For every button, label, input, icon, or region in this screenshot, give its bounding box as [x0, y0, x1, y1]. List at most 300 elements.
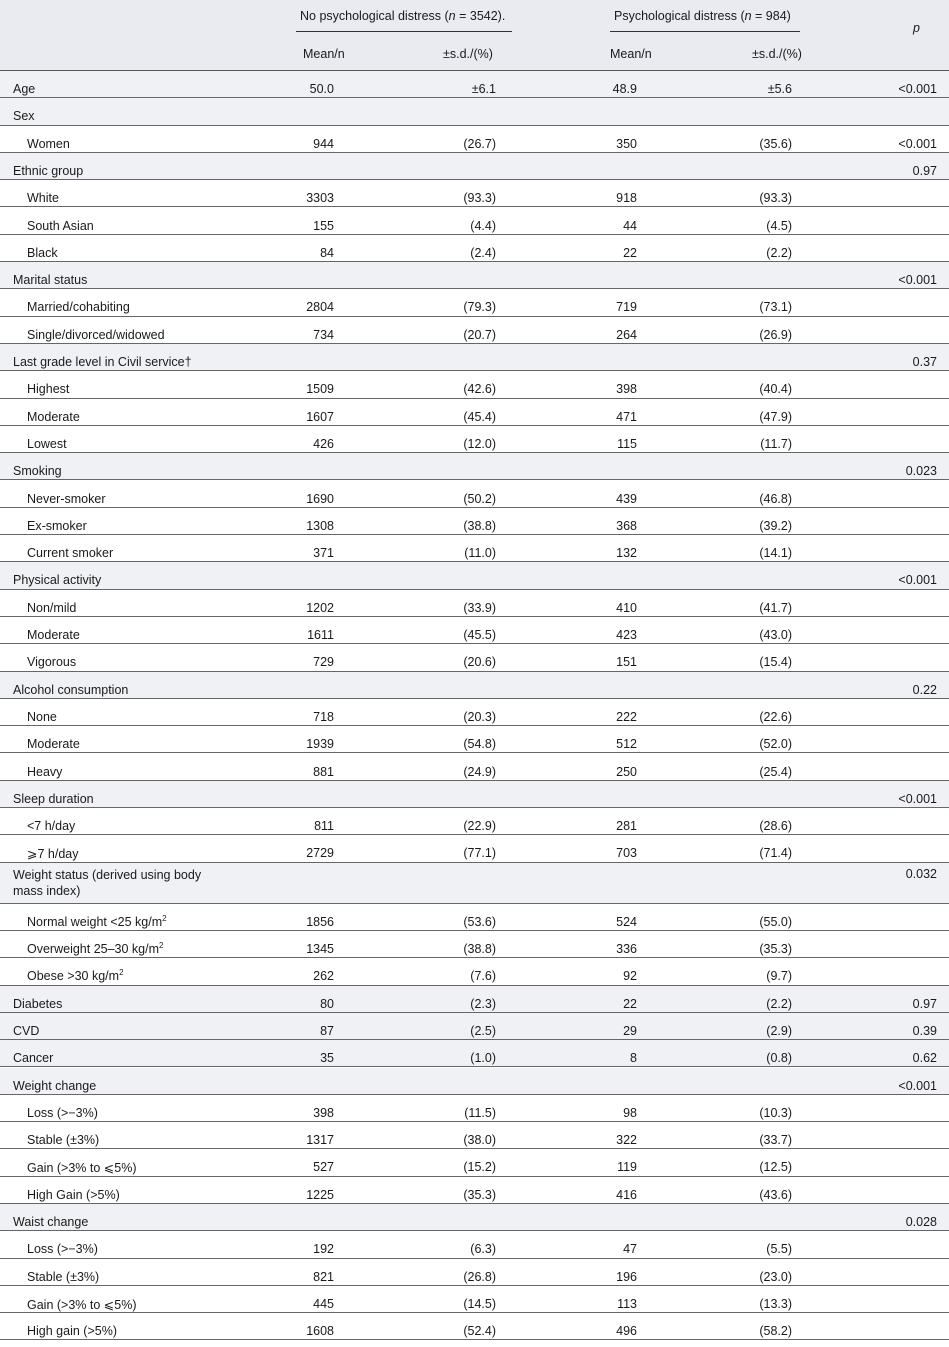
- cell-mean-no-distress: 881: [313, 764, 334, 779]
- cell-mean-no-distress: 1202: [306, 600, 334, 615]
- group2-rule: [610, 31, 800, 32]
- row-label-text: Cancer: [13, 1051, 54, 1066]
- cell-mean-distress: 113: [617, 1296, 637, 1311]
- cell-mean-no-distress: 192: [313, 1242, 334, 1257]
- cell-sd-no-distress: (11.5): [464, 1105, 496, 1120]
- unit-superscript: 2: [119, 968, 124, 978]
- cell-sd-distress: (46.8): [759, 491, 792, 506]
- cell-sd-no-distress: (35.3): [463, 1187, 496, 1202]
- table-row: [0, 699, 949, 726]
- table-row: [0, 781, 949, 808]
- cell-p-value: <0.001: [898, 136, 937, 151]
- cell-mean-no-distress: 527: [313, 1160, 334, 1175]
- cell-mean-no-distress: 944: [313, 136, 334, 151]
- row-label-text: High gain (>5%): [27, 1324, 117, 1339]
- cell-sd-distress: (73.1): [759, 300, 792, 315]
- cell-mean-distress: 410: [616, 600, 637, 615]
- cell-mean-no-distress: 84: [320, 245, 334, 260]
- cell-sd-distress: (71.4): [759, 846, 792, 861]
- table-row: [0, 371, 949, 398]
- row-label-text: CVD: [13, 1023, 40, 1038]
- cell-mean-no-distress: 1608: [306, 1324, 334, 1339]
- cell-sd-no-distress: (79.3): [463, 300, 496, 315]
- row-label-text: Smoking: [13, 464, 62, 479]
- row-label-text: Moderate: [27, 409, 80, 424]
- row-label: [27, 969, 124, 983]
- cell-mean-no-distress: 1225: [306, 1187, 334, 1202]
- cell-sd-distress: ±5.6: [767, 82, 792, 96]
- cell-mean-distress: 512: [616, 737, 637, 752]
- row-label-text: Moderate: [27, 628, 80, 642]
- row-label-text: Overweight 25–30 kg/m: [27, 942, 160, 956]
- row-label: [27, 1270, 99, 1284]
- row-label: [27, 1160, 136, 1175]
- cell-p-value: 0.62: [912, 1051, 937, 1066]
- table-row: [0, 180, 949, 207]
- row-label-text: Alcohol consumption: [13, 682, 129, 697]
- cell-mean-distress: 322: [616, 1133, 637, 1148]
- row-label-text: Weight change: [13, 1078, 97, 1093]
- cell-mean-no-distress: 262: [313, 969, 334, 984]
- cell-mean-no-distress: 1509: [306, 382, 334, 397]
- cell-mean-distress: 423: [616, 628, 637, 642]
- cell-sd-distress: (26.9): [759, 327, 792, 342]
- cell-sd-no-distress: (15.2): [463, 1160, 496, 1175]
- row-label-text: Gain (>3% to ⩽5%): [27, 1161, 137, 1176]
- cell-p-value: 0.22: [912, 682, 937, 697]
- row-label-text: Lowest: [27, 436, 67, 451]
- row-label: [27, 492, 106, 506]
- cell-sd-distress: (43.0): [759, 628, 792, 642]
- table-header: [0, 0, 949, 71]
- row-label-text: Loss (>−3%): [27, 1105, 98, 1120]
- cell-p-value: 0.032: [905, 866, 937, 881]
- cell-mean-distress: 98: [623, 1105, 637, 1120]
- cell-mean-distress: 703: [616, 846, 637, 861]
- cell-mean-distress: 92: [623, 969, 637, 984]
- cell-sd-no-distress: (77.1): [463, 846, 496, 861]
- cell-sd-no-distress: (45.4): [463, 409, 496, 424]
- cell-mean-no-distress: 821: [313, 1269, 334, 1284]
- cell-mean-no-distress: 729: [313, 655, 334, 670]
- row-label: [27, 300, 130, 314]
- cell-sd-no-distress: (6.3): [470, 1242, 496, 1257]
- table-row: [0, 644, 949, 671]
- cell-sd-no-distress: (7.6): [470, 969, 496, 984]
- table-row: [0, 153, 949, 180]
- table-row: [0, 672, 949, 699]
- cell-mean-no-distress: 1345: [306, 942, 334, 956]
- row-label-text: Sex: [13, 109, 35, 124]
- cell-mean-no-distress: 811: [314, 819, 334, 834]
- cell-mean-no-distress: 426: [313, 436, 334, 451]
- col-sd-2: ±s.d./(%): [752, 47, 802, 61]
- cell-mean-distress: 918: [616, 191, 637, 206]
- row-label: [27, 846, 78, 861]
- row-label: [13, 997, 62, 1011]
- row-label: [27, 246, 58, 260]
- table-row: [0, 481, 949, 508]
- col-sd: ±s.d./(%): [443, 47, 493, 61]
- table-row: [0, 453, 949, 480]
- table-row: [0, 508, 949, 535]
- cell-sd-no-distress: (26.8): [463, 1269, 496, 1284]
- row-label: [13, 1215, 88, 1229]
- row-label-text: Women: [27, 136, 70, 151]
- cell-sd-no-distress: (20.7): [463, 327, 496, 342]
- table-row: [0, 1122, 949, 1149]
- cell-mean-distress: 336: [616, 942, 637, 956]
- row-label: [27, 819, 75, 833]
- unit-superscript: 2: [162, 913, 167, 923]
- cell-sd-no-distress: (4.4): [470, 218, 496, 233]
- table-row: [0, 1177, 949, 1204]
- row-label-text: Physical activity: [13, 573, 102, 588]
- row-label-text: Non/mild: [27, 600, 77, 615]
- cell-p-value: <0.001: [898, 573, 937, 588]
- cell-mean-distress: 281: [616, 819, 637, 834]
- row-label: [13, 1051, 53, 1065]
- cell-mean-no-distress: 398: [313, 1105, 334, 1120]
- cell-sd-distress: (15.4): [759, 655, 792, 670]
- row-label: [27, 942, 163, 956]
- cell-mean-no-distress: 3303: [306, 191, 334, 206]
- row-label-text: Current smoker: [27, 546, 114, 561]
- cell-sd-distress: (40.4): [759, 382, 792, 397]
- row-label: [27, 915, 167, 929]
- cell-sd-distress: (23.0): [759, 1269, 792, 1284]
- table-row: [0, 1068, 949, 1095]
- table-row: [0, 986, 949, 1013]
- row-label: [27, 328, 165, 342]
- table-row: [0, 208, 949, 235]
- cell-mean-distress: 44: [623, 218, 637, 233]
- table-row: [0, 126, 949, 153]
- row-label: [13, 273, 87, 287]
- row-label: [27, 628, 80, 642]
- cell-sd-no-distress: (20.6): [463, 655, 496, 670]
- cell-sd-distress: (35.6): [759, 136, 792, 151]
- cell-mean-distress: 196: [616, 1269, 637, 1284]
- cell-mean-no-distress: 1939: [306, 737, 334, 752]
- cell-sd-no-distress: ±6.1: [471, 82, 496, 96]
- cell-mean-distress: 719: [616, 300, 637, 315]
- cell-p-value: 0.028: [905, 1215, 937, 1229]
- row-label: [13, 82, 35, 96]
- cell-sd-no-distress: (14.5): [463, 1296, 496, 1311]
- cell-sd-distress: (2.2): [766, 245, 792, 260]
- row-label: [13, 573, 101, 587]
- cell-sd-distress: (0.8): [766, 1051, 792, 1066]
- cell-sd-distress: (28.6): [759, 819, 792, 834]
- row-label-text: Married/cohabiting: [27, 300, 130, 315]
- cell-p-value: <0.001: [898, 82, 937, 96]
- table-row: [0, 535, 949, 562]
- cell-p-value: 0.023: [905, 464, 937, 479]
- row-label-text: Stable (±3%): [27, 1269, 100, 1284]
- cell-mean-distress: 398: [616, 382, 637, 397]
- cell-mean-distress: 22: [623, 996, 637, 1011]
- row-label: [13, 683, 128, 697]
- cell-p-value: <0.001: [898, 273, 937, 288]
- cell-p-value: <0.001: [898, 791, 937, 806]
- row-label: [27, 655, 76, 669]
- cell-mean-distress: 496: [616, 1324, 637, 1339]
- cell-sd-distress: (14.1): [759, 546, 792, 561]
- cell-sd-no-distress: (11.0): [464, 546, 496, 561]
- table-row: [0, 958, 949, 985]
- row-label-text: Heavy: [27, 764, 63, 779]
- cell-sd-distress: (41.7): [759, 600, 792, 615]
- table-row: [0, 808, 949, 835]
- row-label-text: Single/divorced/widowed: [27, 327, 165, 342]
- table-row: [0, 1149, 949, 1176]
- cell-p-value: 0.39: [912, 1023, 937, 1038]
- table-row: [0, 1013, 949, 1040]
- cell-mean-distress: 250: [616, 764, 637, 779]
- cell-sd-distress: (52.0): [759, 737, 792, 752]
- row-label: [13, 792, 94, 806]
- table-row: [0, 399, 949, 426]
- row-label-text: South Asian: [27, 218, 94, 233]
- table-row: [0, 1040, 949, 1067]
- table-row: [0, 1286, 949, 1313]
- cell-sd-distress: (25.4): [759, 764, 792, 779]
- cell-sd-distress: (33.7): [759, 1133, 792, 1148]
- cell-mean-no-distress: 718: [313, 709, 334, 724]
- table-row: [0, 289, 949, 316]
- cell-mean-distress: 115: [617, 436, 637, 451]
- cell-mean-no-distress: 445: [313, 1296, 334, 1311]
- row-label-text: Ex-smoker: [27, 518, 87, 533]
- cell-mean-distress: 48.9: [612, 82, 637, 96]
- cell-sd-no-distress: (12.0): [463, 436, 496, 451]
- cell-mean-no-distress: 1308: [306, 518, 334, 533]
- table-row: [0, 904, 949, 931]
- table-row: [0, 726, 949, 753]
- cell-mean-no-distress: 2804: [306, 300, 334, 315]
- row-label-text: Normal weight <25 kg/m: [27, 914, 163, 929]
- cell-sd-no-distress: (2.3): [470, 996, 496, 1011]
- cell-mean-distress: 439: [616, 491, 637, 506]
- cell-p-value: 0.97: [912, 163, 937, 178]
- row-label: [27, 737, 80, 751]
- row-label-text: Loss (>−3%): [27, 1242, 98, 1257]
- cell-sd-distress: (58.2): [759, 1324, 792, 1339]
- cell-mean-no-distress: 35: [320, 1051, 334, 1066]
- table-row: [0, 317, 949, 344]
- cell-mean-distress: 151: [616, 655, 637, 670]
- cell-sd-distress: (11.7): [760, 436, 792, 451]
- row-label: [13, 464, 62, 478]
- cell-sd-no-distress: (22.9): [463, 819, 496, 834]
- row-label: [27, 137, 70, 151]
- row-label-text: Moderate: [27, 737, 80, 752]
- row-label-text: Last grade level in Civil service†: [13, 355, 192, 369]
- table-row: [0, 1095, 949, 1122]
- cell-sd-no-distress: (20.3): [463, 709, 496, 724]
- table-row: [0, 1231, 949, 1258]
- cell-mean-distress: 524: [616, 914, 637, 929]
- row-label: [27, 1133, 99, 1147]
- unit-superscript: 2: [159, 941, 164, 950]
- row-label: [27, 1242, 98, 1256]
- cell-sd-distress: (93.3): [759, 191, 792, 206]
- row-label-text: Never-smoker: [27, 491, 106, 506]
- cell-sd-distress: (4.5): [766, 218, 792, 233]
- row-label: [13, 867, 203, 899]
- cell-mean-distress: 222: [616, 709, 637, 724]
- cell-sd-no-distress: (26.7): [463, 136, 496, 151]
- cell-sd-no-distress: (54.8): [463, 737, 496, 752]
- table-row: [0, 835, 949, 862]
- table-row: [0, 98, 949, 125]
- table-row: [0, 617, 949, 644]
- cell-sd-no-distress: (45.5): [463, 628, 496, 642]
- row-label-text: Vigorous: [27, 655, 77, 670]
- row-label: [27, 601, 76, 615]
- cell-mean-no-distress: 155: [313, 218, 334, 233]
- table-row: [0, 863, 949, 904]
- cell-sd-no-distress: (52.4): [463, 1324, 496, 1339]
- row-label-text: High Gain (>5%): [27, 1187, 120, 1202]
- cell-mean-distress: 471: [616, 409, 637, 424]
- row-label: [13, 1079, 96, 1093]
- cell-sd-no-distress: (24.9): [463, 764, 496, 779]
- cell-mean-no-distress: 2729: [306, 846, 334, 861]
- cell-mean-distress: 47: [623, 1242, 637, 1257]
- row-label-text: Diabetes: [13, 996, 63, 1011]
- cell-mean-no-distress: 371: [313, 546, 334, 561]
- row-label: [27, 410, 80, 424]
- cell-sd-distress: (12.5): [759, 1160, 792, 1175]
- cell-sd-distress: (35.3): [759, 942, 792, 956]
- row-label: [27, 546, 113, 560]
- col-mean: Mean/n: [303, 47, 345, 61]
- table-row: [0, 590, 949, 617]
- cell-sd-distress: (10.3): [759, 1105, 792, 1120]
- row-label-text: <7 h/day: [27, 819, 76, 834]
- cell-mean-distress: 132: [616, 546, 637, 561]
- row-label: [13, 1024, 39, 1038]
- cell-mean-distress: 8: [630, 1051, 637, 1066]
- col-p: p: [913, 21, 920, 35]
- table-row: [0, 754, 949, 781]
- cell-mean-distress: 350: [616, 136, 637, 151]
- cell-sd-no-distress: (50.2): [463, 491, 496, 506]
- row-label-text: Age: [13, 82, 36, 96]
- row-label-text: Stable (±3%): [27, 1133, 100, 1148]
- cell-mean-no-distress: 1607: [306, 409, 334, 424]
- cell-sd-distress: (47.9): [759, 409, 792, 424]
- cell-mean-no-distress: 87: [320, 1023, 334, 1038]
- cell-sd-no-distress: (38.0): [463, 1133, 496, 1148]
- cell-p-value: 0.37: [912, 355, 937, 369]
- cell-sd-distress: (9.7): [766, 969, 792, 984]
- table-row: [0, 344, 949, 371]
- table-row: [0, 262, 949, 289]
- table-row: [0, 1313, 949, 1340]
- cell-mean-no-distress: 80: [320, 996, 334, 1011]
- row-label: [27, 765, 62, 779]
- group1-title: No psychological distress (n = 3542).: [300, 9, 506, 23]
- table-row: [0, 562, 949, 589]
- row-label: [13, 355, 192, 369]
- row-label: [27, 710, 57, 724]
- cell-sd-distress: (2.2): [766, 996, 792, 1011]
- cell-sd-distress: (5.5): [766, 1242, 792, 1257]
- cell-sd-distress: (13.3): [759, 1296, 792, 1311]
- row-label: [13, 109, 35, 123]
- cell-sd-no-distress: (1.0): [470, 1051, 496, 1066]
- row-label: [27, 437, 67, 451]
- row-label-text: ⩾7 h/day: [27, 847, 79, 862]
- cell-sd-distress: (22.6): [759, 709, 792, 724]
- table-row: [0, 71, 949, 98]
- row-label-text: Obese >30 kg/m: [27, 969, 120, 984]
- cell-mean-no-distress: 734: [313, 327, 334, 342]
- cell-mean-distress: 29: [623, 1023, 637, 1038]
- row-label-text: Highest: [27, 382, 70, 397]
- row-label-text: Waist change: [13, 1215, 89, 1229]
- row-label-text: Black: [27, 245, 58, 260]
- cell-mean-distress: 416: [616, 1187, 637, 1202]
- group2-title: Psychological distress (n = 984): [614, 9, 791, 23]
- cell-p-value: <0.001: [898, 1078, 937, 1093]
- table-row: [0, 235, 949, 262]
- cell-sd-distress: (43.6): [759, 1187, 792, 1202]
- cell-mean-no-distress: 1690: [306, 491, 334, 506]
- cell-sd-no-distress: (2.4): [470, 245, 496, 260]
- cell-sd-no-distress: (93.3): [463, 191, 496, 206]
- cell-sd-no-distress: (2.5): [470, 1023, 496, 1038]
- row-label: [27, 1297, 136, 1312]
- cell-sd-distress: (55.0): [759, 914, 792, 929]
- row-label: [13, 164, 83, 178]
- cell-mean-no-distress: 50.0: [309, 82, 334, 96]
- cell-mean-no-distress: 1611: [307, 628, 334, 642]
- table-row: [0, 931, 949, 958]
- table-row: [0, 1259, 949, 1286]
- cell-mean-no-distress: 1317: [306, 1133, 334, 1148]
- cell-mean-distress: 368: [616, 518, 637, 533]
- cell-mean-distress: 119: [617, 1160, 637, 1175]
- table-row: [0, 426, 949, 453]
- row-label: [27, 191, 59, 205]
- row-label-text: Marital status: [13, 273, 88, 288]
- row-label: [27, 519, 87, 533]
- row-label: [27, 382, 69, 396]
- cell-mean-distress: 264: [616, 327, 637, 342]
- cell-mean-distress: 22: [623, 245, 637, 260]
- row-label: [27, 1188, 120, 1202]
- group1-rule: [296, 31, 512, 32]
- row-label-text: Sleep duration: [13, 791, 94, 806]
- cell-sd-no-distress: (33.9): [463, 600, 496, 615]
- cell-sd-no-distress: (38.8): [463, 942, 496, 956]
- row-label-text: None: [27, 709, 57, 724]
- cell-sd-no-distress: (42.6): [463, 382, 496, 397]
- row-label: [27, 1324, 117, 1338]
- cell-p-value: 0.97: [912, 996, 937, 1011]
- row-label-text: Weight status (derived using body mass index): [13, 867, 202, 898]
- row-label-text: Ethnic group: [13, 163, 84, 178]
- row-label-text: Gain (>3% to ⩽5%): [27, 1297, 137, 1312]
- cell-sd-distress: (39.2): [759, 518, 792, 533]
- cell-mean-no-distress: 1856: [306, 914, 334, 929]
- row-label-text: White: [27, 191, 59, 206]
- cell-sd-no-distress: (53.6): [463, 914, 496, 929]
